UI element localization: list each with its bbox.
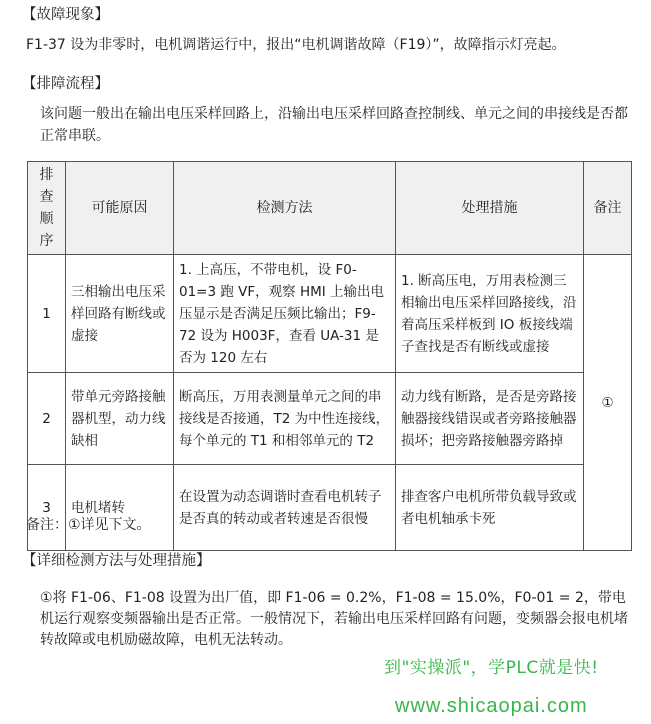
flow-heading: 【排障流程】 <box>22 76 109 92</box>
row-number: 1 <box>28 255 66 373</box>
header-method: 检测方法 <box>174 162 396 255</box>
row-note-mark: ① <box>584 255 632 551</box>
header-cause: 可能原因 <box>66 162 174 255</box>
watermark-slogan: 到"实操派"，学PLC就是快! <box>384 658 599 678</box>
table-header-row <box>28 162 632 255</box>
table-row <box>28 465 632 551</box>
watermark-url: www.shicaopai.com <box>395 695 588 717</box>
flow-text: 该问题一般出在输出电压采样回路上，沿输出电压采样回路查控制线、单元之间的串接线是否都正常串联。 <box>40 106 628 144</box>
symptom-heading: 【故障现象】 <box>22 7 109 23</box>
detail-text: ①将 F1-06、F1-08 设置为出厂值，即 F1-06 = 0.2%，F1-08 = 15.0%，F0-01 = 2，带电机运行观察变频器输出是否正常。一般情况下，若输出电压采样回路有问题，变频器会报电机堵转故障或电机励磁故障，电机无法转动。 <box>40 590 628 648</box>
row-action: 动力线有断路，是否是旁路接触器接线错误或者旁路接触器损坏；把旁路接触器旁路掉 <box>396 373 584 465</box>
row-method: 断高压，万用表测量单元之间的串接线是否接通，T2 为中性连接线，每个单元的 T1 和相邻单元的 T2 <box>174 373 396 465</box>
row-cause: 电机堵转 <box>66 465 174 551</box>
symptom-text: F1-37 设为非零时，电机调谐运行中，报出“电机调谐故障（F19）”，故障指示灯亮起。 <box>26 37 566 53</box>
row-number: 3 <box>28 465 66 551</box>
row-action: 排查客户电机所带负载导致或者电机轴承卡死 <box>396 465 584 551</box>
header-action: 处理措施 <box>396 162 584 255</box>
table-footnote: 备注：①详见下文。 <box>26 517 151 533</box>
table-row <box>28 255 632 373</box>
row-cause: 三相输出电压采样回路有断线或虚接 <box>66 255 174 373</box>
row-action: 1. 断高压电，万用表检测三相输出电压采样回路接线，沿着高压采样板到 IO 板接线端子查找是否有断线或虚接 <box>396 255 584 373</box>
row-cause: 带单元旁路接触器机型，动力线缺相 <box>66 373 174 465</box>
troubleshooting-table <box>27 161 632 551</box>
row-method: 在设置为动态调谐时查看电机转子是否真的转动或者转速是否很慢 <box>174 465 396 551</box>
row-number: 2 <box>28 373 66 465</box>
detail-heading: 【详细检测方法与处理措施】 <box>22 553 211 569</box>
header-note: 备注 <box>584 162 632 255</box>
header-order: 排查顺序 <box>28 162 66 255</box>
table-row <box>28 373 632 465</box>
row-method: 1. 上高压，不带电机，设 F0-01=3 跑 VF，观察 HMI 上输出电压显示是否满足压频比输出；F9-72 设为 H003F，查看 UA-31 是否为 120 左右 <box>174 255 396 373</box>
